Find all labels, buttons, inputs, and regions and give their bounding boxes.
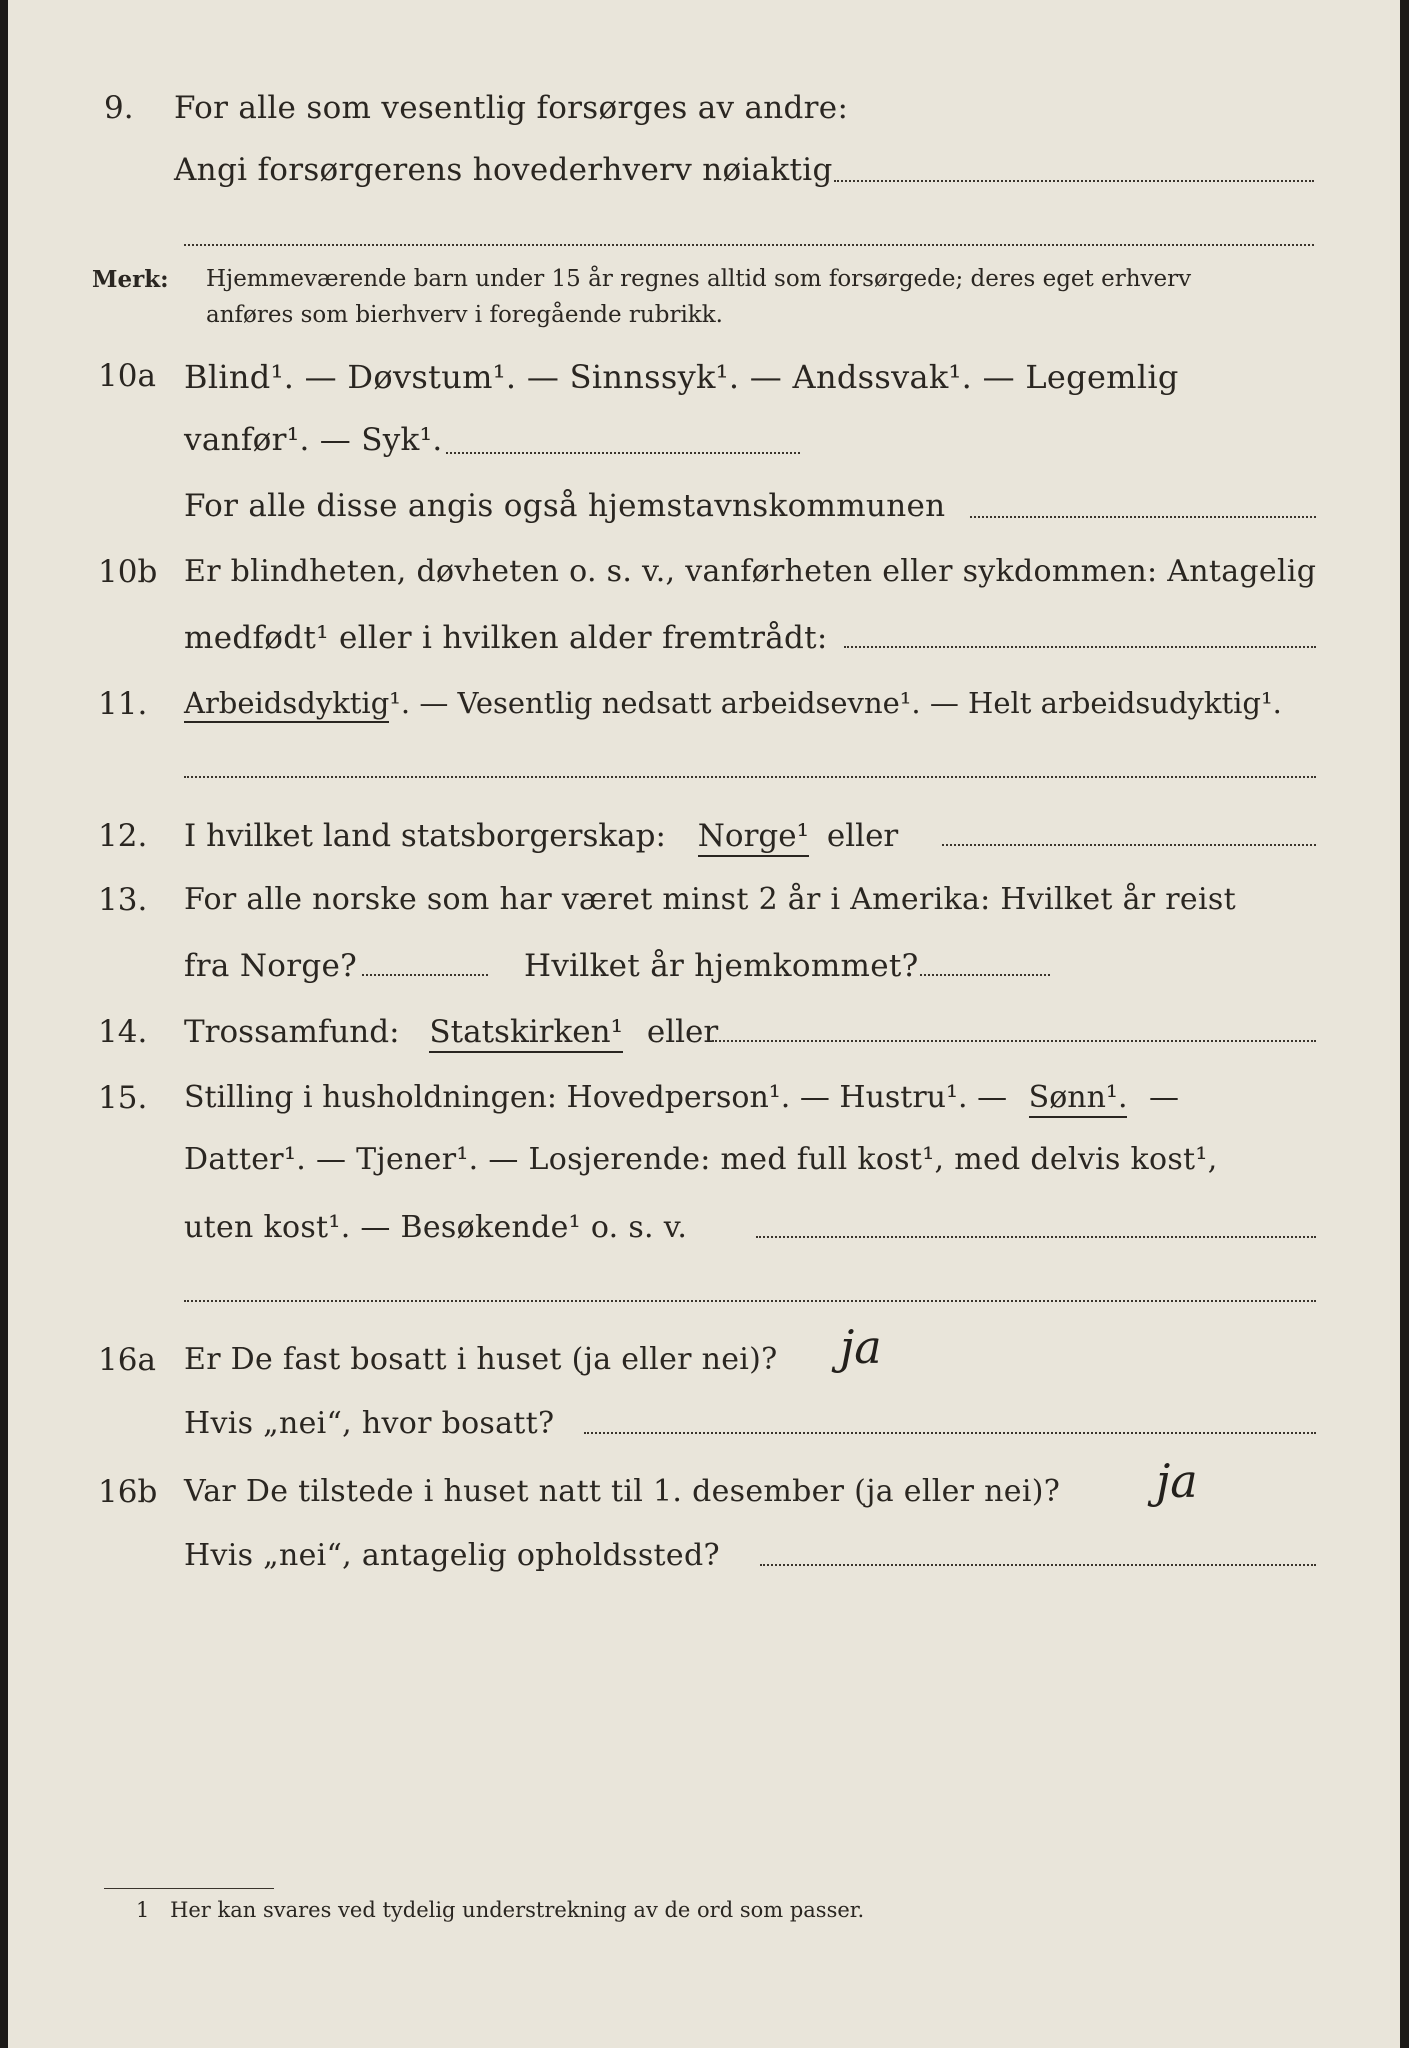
q10b-line-2: medfødt¹ eller i hvilken alder fremtrådt: — [184, 620, 828, 656]
q10a-hjemstavn-line[interactable] — [970, 516, 1316, 518]
q12-post: eller — [826, 818, 899, 854]
q16a-line-1: Er De fast bosatt i huset (ja eller nei)? — [184, 1342, 778, 1377]
q15-line-3: uten kost¹. — Besøkende¹ o. s. v. — [184, 1210, 688, 1245]
q11-underlined-answer: Arbeidsdyktig — [184, 686, 389, 723]
q10b-number: 10b — [98, 554, 158, 590]
merk-line-1: Hjemmeværende barn under 15 år regnes alltid som forsørgede; deres eget erhverv — [206, 266, 1192, 292]
q14-question — [184, 1014, 718, 1050]
q16b-number: 16b — [98, 1474, 158, 1510]
q14-pre: Trossamfund: — [184, 1014, 400, 1050]
q15-underlined-answer: Sønn¹. — [1029, 1080, 1128, 1118]
q16a-number: 16a — [98, 1342, 156, 1378]
footnote — [136, 1898, 864, 1922]
q11-number: 11. — [98, 686, 148, 722]
q15-line-1-post: — — [1149, 1080, 1180, 1115]
q12-question — [184, 818, 898, 854]
q11-rest: ¹. — Vesentlig nedsatt arbeidsevne¹. — Helt arbeidsudyktig¹. — [389, 686, 1282, 720]
q16b-handwritten-answer: ja — [1156, 1454, 1198, 1508]
q9-prompt: Angi forsørgerens hovederhverv nøiaktig — [174, 152, 833, 188]
q9-number: 9. — [104, 90, 134, 126]
q10a-line-1: Blind¹. — Døvstum¹. — Sinnssyk¹. — Andssvak¹. — Legemlig — [184, 358, 1179, 396]
q12-number: 12. — [98, 818, 148, 854]
footnote-mark: 1 — [136, 1898, 150, 1922]
q12-answer-line[interactable] — [942, 844, 1316, 846]
merk-line-2: anføres som bierhverv i foregående rubrikk. — [206, 302, 723, 328]
q10a-line-3: For alle disse angis også hjemstavnskommunen — [184, 488, 946, 524]
q12-underlined-answer: Norge¹ — [698, 818, 809, 857]
q14-post: eller — [646, 1014, 719, 1050]
q15-line-2: Datter¹. — Tjener¹. — Losjerende: med full kost¹, med delvis kost¹, — [184, 1142, 1218, 1177]
q13-line-2b: Hvilket år hjemkommet? — [524, 948, 919, 984]
census-form-page — [8, 0, 1400, 2048]
q16a-line-2: Hvis „nei“, hvor bosatt? — [184, 1406, 555, 1441]
footnote-text: Her kan svares ved tydelig understrekning av de ord som passer. — [170, 1898, 865, 1922]
q16b-answer-line[interactable] — [760, 1564, 1316, 1566]
q9-answer-line-2[interactable] — [184, 244, 1314, 246]
q13-hjemkommet-line[interactable] — [920, 974, 1050, 976]
q14-number: 14. — [98, 1014, 148, 1050]
q15-answer-line-2[interactable] — [184, 1300, 1316, 1302]
q13-reist-line[interactable] — [362, 974, 488, 976]
q9-question: For alle som vesentlig forsørges av andre: — [174, 90, 849, 126]
q16a-handwritten-answer: ja — [840, 1320, 882, 1374]
q10a-number: 10a — [98, 358, 156, 394]
q13-line-1: For alle norske som har været minst 2 år i Amerika: Hvilket år reist — [184, 882, 1236, 917]
q12-pre: I hvilket land statsborgerskap: — [184, 818, 666, 854]
q10b-answer-line[interactable] — [844, 646, 1316, 648]
merk-label: Merk: — [92, 266, 169, 293]
q16b-line-1: Var De tilstede i huset natt til 1. desember (ja eller nei)? — [184, 1474, 1061, 1509]
q15-number: 15. — [98, 1080, 148, 1116]
q15-line-1-pre: Stilling i husholdningen: Hovedperson¹. — Hustru¹. — — [184, 1080, 1008, 1115]
q14-underlined-answer: Statskirken¹ — [429, 1014, 623, 1053]
q16b-line-2: Hvis „nei“, antagelig opholdssted? — [184, 1538, 720, 1573]
q15-line-1 — [184, 1080, 1179, 1115]
q10a-line-2: vanfør¹. — Syk¹. — [184, 422, 443, 458]
q10b-line-1: Er blindheten, døvheten o. s. v., vanførheten eller sykdommen: Antagelig — [184, 554, 1317, 589]
q11-answer-line[interactable] — [184, 776, 1316, 778]
q13-number: 13. — [98, 882, 148, 918]
q16a-answer-line[interactable] — [584, 1432, 1316, 1434]
q9-answer-line[interactable] — [834, 180, 1314, 182]
q14-answer-line[interactable] — [712, 1040, 1316, 1042]
q10a-syk-line[interactable] — [446, 452, 800, 454]
q15-answer-line[interactable] — [756, 1236, 1316, 1238]
footnote-rule — [104, 1888, 274, 1889]
q13-line-2a: fra Norge? — [184, 948, 358, 984]
q11-options — [184, 686, 1282, 720]
